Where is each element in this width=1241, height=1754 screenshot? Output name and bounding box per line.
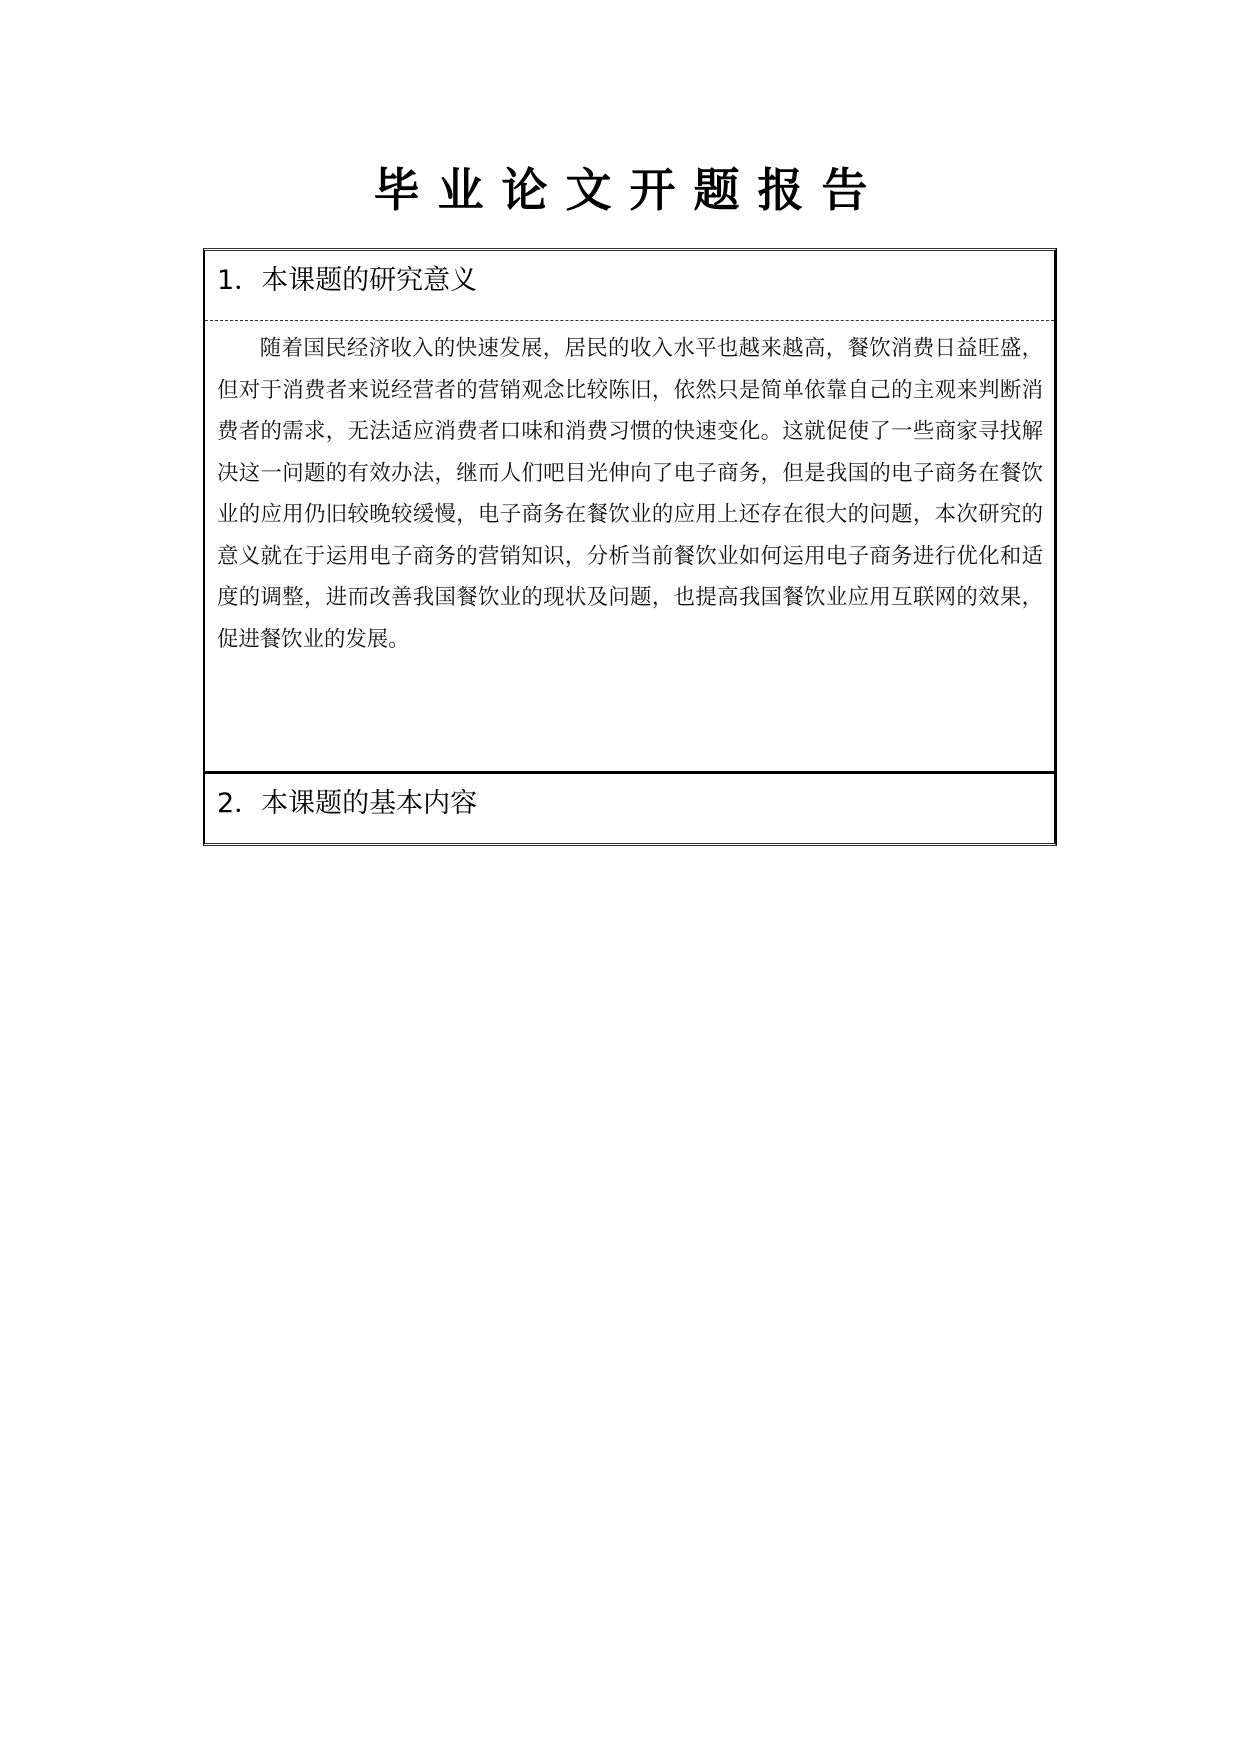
section-body-text: 随着国民经济收入的快速发展，居民的收入水平也越来越高，餐饮消费日益旺盛，但对于消费者来说经营者的营销观念比较陈旧，依然只是简单依靠自己的主观来判断消费者的需求，无法适应消费者口味和消费习惯的快速变化。这就促使了一些商家寻找解决这一问题的有效办法，继而人们吧目光伸向了电子商务，但是我国的电子商务在餐饮业的应用仍旧较晚较缓慢，电子商务在餐饮业的应用上还存在很大的问题，本次研究的意义就在于运用电子商务的营销知识，分析当前餐饮业如何运用电子商务进行优化和适度的调整，进而改善我国餐饮业的现状及问题，也提高我国餐饮业应用互联网的效果，促进餐饮业的发展。	[217, 336, 1043, 652]
section-heading: 1．本课题的研究意义	[217, 265, 478, 296]
section-research-significance	[205, 251, 1054, 771]
report-table	[203, 248, 1057, 846]
section-heading: 2．本课题的基本内容	[217, 788, 478, 819]
document-title: 毕业论文开题报告	[373, 163, 886, 217]
dashed-divider	[205, 320, 1054, 321]
section-basic-content	[205, 774, 1054, 844]
